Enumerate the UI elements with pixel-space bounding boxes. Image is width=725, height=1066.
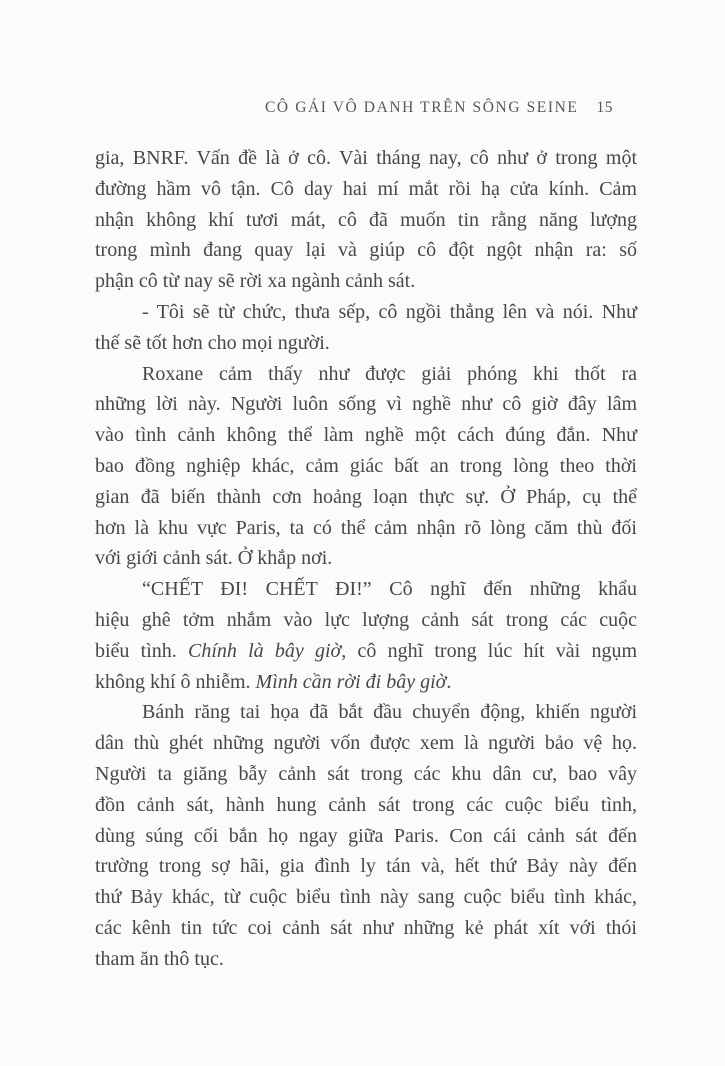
text-line <box>95 759 637 790</box>
text-line <box>95 451 637 482</box>
text-segment: Người ta giăng bẫy cảnh sát trong các khu dân cư, bao vây <box>95 762 637 785</box>
italic-text-segment: Mình cần rời đi bây giờ <box>255 670 447 693</box>
text-segment: bao đồng nghiệp khác, cảm giác bất an trong lòng theo thời <box>95 454 637 477</box>
text-line <box>95 328 637 359</box>
text-segment: gian đã biến thành cơn hoảng loạn thực sự. Ở Pháp, cụ thể <box>95 485 637 508</box>
text-line <box>95 574 637 605</box>
text-line <box>95 913 637 944</box>
text-line <box>95 174 637 205</box>
text-line <box>95 389 637 420</box>
text-line <box>95 205 637 236</box>
text-segment: vào tình cảnh không thể làm nghề một cách đúng đắn. Như <box>95 424 637 447</box>
text-line <box>95 697 637 728</box>
text-line <box>95 297 637 328</box>
text-line <box>95 851 637 882</box>
text-segment: Bánh răng tai họa đã bắt đầu chuyển động, khiến người <box>142 701 637 724</box>
text-line <box>95 790 637 821</box>
text-line <box>95 667 637 698</box>
text-line <box>95 605 637 636</box>
text-line <box>95 636 637 667</box>
page-body <box>95 143 637 975</box>
text-segment: dân thù ghét những người vốn được xem là người bảo vệ họ. <box>95 732 637 755</box>
text-line <box>95 821 637 852</box>
text-segment: Roxane cảm thấy như được giải phóng khi thốt ra <box>142 362 637 385</box>
text-line <box>95 543 637 574</box>
text-segment: đường hầm vô tận. Cô day hai mí mắt rồi hạ cửa kính. Cảm <box>95 177 637 200</box>
running-header <box>95 100 637 116</box>
text-line <box>95 266 637 297</box>
text-segment: không khí ô nhiễm. <box>95 670 256 693</box>
italic-text-segment: Chính là bây giờ <box>188 639 342 662</box>
text-segment: trong mình đang quay lại và giúp cô đột ngột nhận ra: số <box>95 239 637 262</box>
text-segment: , cô nghĩ trong lúc hít vài ngụm <box>341 639 638 662</box>
text-line <box>95 482 637 513</box>
text-segment: . <box>446 670 452 693</box>
text-segment: phận cô từ nay sẽ rời xa ngành cảnh sát. <box>95 270 416 293</box>
text-segment: đồn cảnh sát, hành hung cảnh sát trong các cuộc biểu tình, <box>95 793 637 816</box>
text-segment: biểu tình. <box>95 639 188 662</box>
text-segment: tham ăn thô tục. <box>95 947 224 970</box>
text-segment: “CHẾT ĐI! CHẾT ĐI!” Cô nghĩ đến những khẩu <box>142 578 637 601</box>
text-line <box>95 143 637 174</box>
text-segment: hơn là khu vực Paris, ta có thể cảm nhận rõ lòng căm thù đối <box>95 516 637 539</box>
text-line <box>95 235 637 266</box>
text-segment: thứ Bảy khác, từ cuộc biểu tình này sang cuộc biểu tình khác, <box>95 886 637 909</box>
page-number: 15 <box>596 99 613 116</box>
text-segment: - Tôi sẽ từ chức, thưa sếp, cô ngồi thẳng lên và nói. Như <box>142 300 637 323</box>
text-line <box>95 944 637 975</box>
text-segment: dùng súng cối bắn họ ngay giữa Paris. Con cái cảnh sát đến <box>95 824 637 847</box>
text-line <box>95 420 637 451</box>
text-segment: những lời này. Người luôn sống vì nghề như cô giờ đây lâm <box>95 393 637 416</box>
text-segment: các kênh tin tức coi cảnh sát như những kẻ phát xít với thói <box>95 916 637 939</box>
text-segment: nhận không khí tươi mát, cô đã muốn tin rằng năng lượng <box>95 208 637 231</box>
text-segment: hiệu ghê tởm nhắm vào lực lượng cảnh sát trong các cuộc <box>95 608 637 631</box>
text-line <box>95 882 637 913</box>
text-segment: gia, BNRF. Vấn đề là ở cô. Vài tháng nay, cô như ở trong một <box>95 147 637 169</box>
text-segment: với giới cảnh sát. Ở khắp nơi. <box>95 547 333 570</box>
text-segment: trường trong sợ hãi, gia đình ly tán và, hết thứ Bảy này đến <box>95 855 637 878</box>
running-title: CÔ GÁI VÔ DANH TRÊN SÔNG SEINE <box>264 99 579 116</box>
text-line <box>95 513 637 544</box>
text-segment: thế sẽ tốt hơn cho mọi người. <box>95 331 330 354</box>
text-line <box>95 359 637 390</box>
text-line <box>95 728 637 759</box>
